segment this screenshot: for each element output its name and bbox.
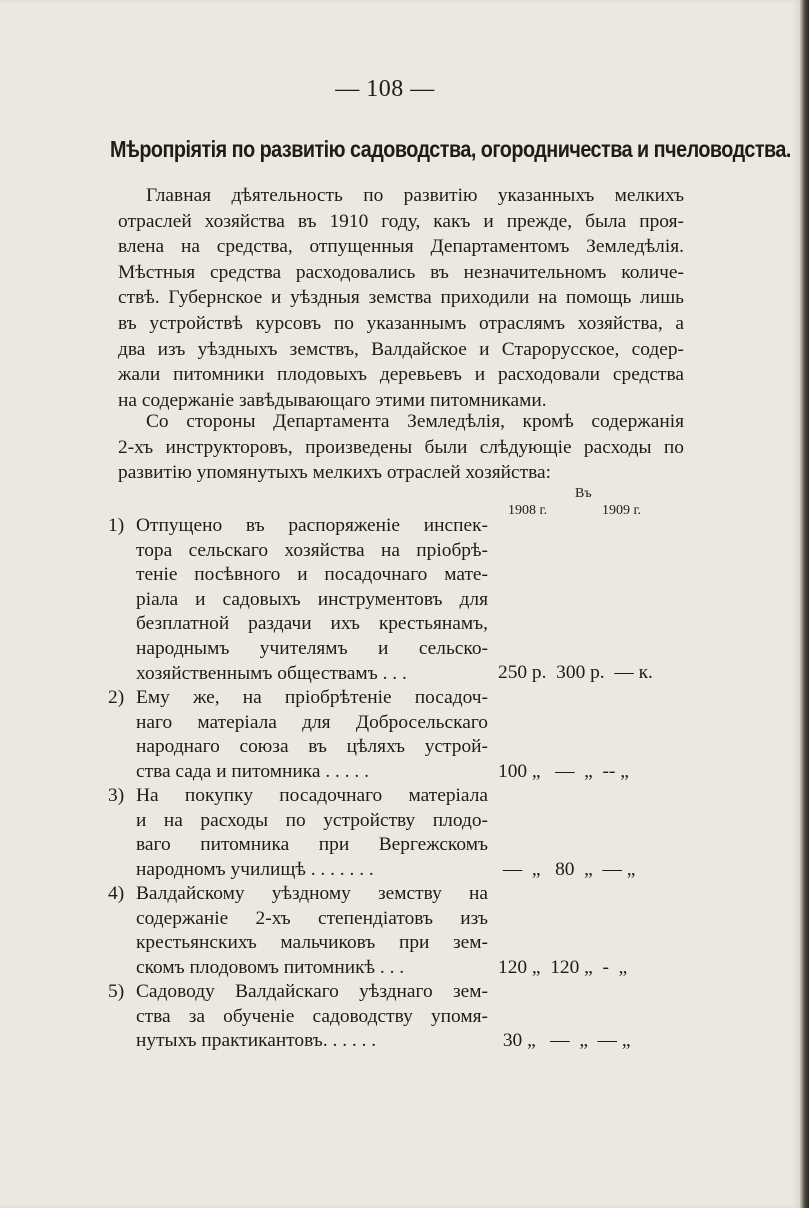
column-header-1909: 1909 г. xyxy=(602,503,642,518)
item-number: 2) xyxy=(108,687,125,708)
item-description xyxy=(136,784,488,882)
item-line: и на расходы по устройству плодо- xyxy=(136,809,488,831)
item-line: ваго питомника при Вергежскомъ xyxy=(136,834,488,856)
item-line: содержаніе 2-хъ степендіатовъ изъ xyxy=(136,907,488,929)
paragraph-line: 2-хъ инструкторовъ, произведены были слѣдующіе расходы по xyxy=(118,436,684,458)
item-number: 4) xyxy=(108,883,125,904)
paragraph-line: на содержаніе завѣдывающаго этими питомниками. xyxy=(118,389,547,411)
item-line: ства за обученіе садоводству упомя- xyxy=(136,1005,488,1027)
item-amounts: 250 р. 300 р. — к. xyxy=(498,662,653,683)
item-description xyxy=(136,882,488,980)
item-line: нутыхъ практикантовъ. . . . . . xyxy=(136,1030,377,1052)
item-line: скомъ плодовомъ питомникѣ . . . xyxy=(136,956,405,978)
paragraph-line: два изъ уѣздныхъ земствъ, Валдайское и Старорусское, содер- xyxy=(118,338,684,360)
item-line: теніе посѣвного и посадочнаго мате- xyxy=(136,564,488,586)
section-heading: Мѣропріятія по развитію садоводства, огородничества и пчеловодства. xyxy=(110,136,791,162)
item-amounts: — „ 80 „ — „ xyxy=(498,859,636,880)
paragraph-line: Главная дѣятельность по развитію указанныхъ мелкихъ xyxy=(146,185,684,206)
item-line: хозяйственнымъ обществамъ . . . xyxy=(136,662,407,684)
item-number: 1) xyxy=(108,515,125,536)
item-description xyxy=(136,514,488,686)
page-number: — 108 — xyxy=(335,76,435,102)
item-line: народнымъ учителямъ и сельско- xyxy=(136,637,488,659)
item-line: крестьянскихъ мальчиковъ при зем- xyxy=(136,932,488,954)
item-line: народнаго союза въ цѣляхъ устрой- xyxy=(136,736,488,758)
item-amounts: 30 „ — „ — „ xyxy=(498,1030,631,1051)
item-description xyxy=(136,686,488,784)
column-header-1908: 1908 г. xyxy=(508,503,548,518)
item-line: наго матеріала для Добросельскаго xyxy=(136,711,488,733)
page-edge xyxy=(800,0,809,1208)
item-amounts: 100 „ — „ -- „ xyxy=(498,761,629,782)
item-number: 5) xyxy=(108,981,125,1002)
paragraph-line: въ устройствѣ курсовъ по указаннымъ отраслямъ хозяйства, а xyxy=(118,312,684,334)
paragraph-line: ствѣ. Губернское и уѣздныя земства приходили на помощь лишь xyxy=(118,287,684,309)
paragraph-2 xyxy=(118,409,684,486)
item-line: На покупку посадочнаго матеріала xyxy=(136,785,488,806)
paragraph-line: развитію упомянутыхъ мелкихъ отраслей хозяйства: xyxy=(118,462,552,484)
item-line: ства сада и питомника . . . . . xyxy=(136,760,369,782)
item-number: 3) xyxy=(108,785,125,806)
paragraph-line: Со стороны Департамента Земледѣлія, кромѣ содержанія xyxy=(146,411,684,432)
paragraph-1 xyxy=(118,183,684,413)
item-line: Садоводу Валдайскаго уѣзднаго зем- xyxy=(136,981,488,1002)
paragraph-line: жали питомники плодовыхъ деревьевъ и расходовали средства xyxy=(118,364,684,386)
item-line: Валдайскому уѣздному земству на xyxy=(136,883,488,904)
paragraph-line: Мѣстныя средства расходовались въ незначительномъ количе- xyxy=(118,261,684,283)
item-amounts: 120 „ 120 „ - „ xyxy=(498,957,628,978)
item-description xyxy=(136,980,488,1054)
column-header-v: Въ xyxy=(575,486,592,501)
item-line: ріала и садовыхъ инструментовъ для xyxy=(136,588,488,610)
item-line: безплатной раздачи ихъ крестьянамъ, xyxy=(136,613,488,635)
paragraph-line: отраслей хозяйства въ 1910 году, какъ и прежде, была проя- xyxy=(118,210,684,232)
item-line: народномъ училищѣ . . . . . . . xyxy=(136,858,374,880)
item-line: тора сельскаго хозяйства на пріобрѣ- xyxy=(136,539,488,561)
item-line: Отпущено въ распоряженіе инспек- xyxy=(136,515,488,536)
paragraph-line: влена на средства, отпущенныя Департаментомъ Земледѣлія. xyxy=(118,236,684,258)
item-line: Ему же, на пріобрѣтеніе посадоч- xyxy=(136,687,488,708)
